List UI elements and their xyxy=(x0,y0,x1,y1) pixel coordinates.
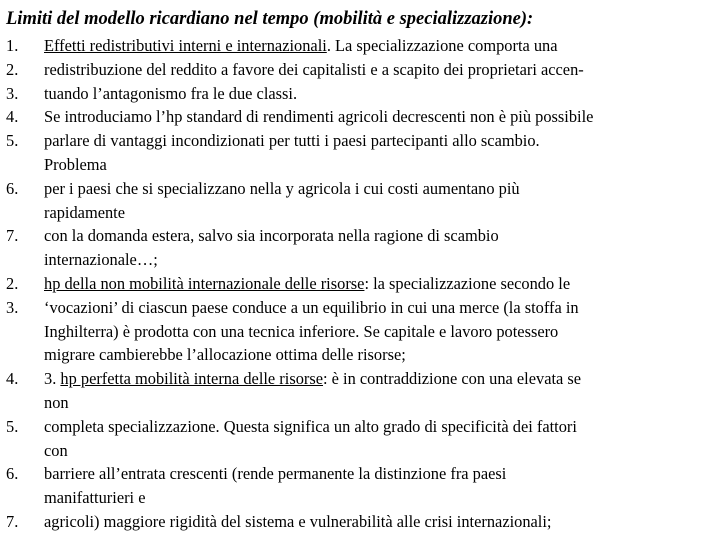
text-line xyxy=(0,201,720,225)
line-number: 7. xyxy=(6,512,19,531)
line-text xyxy=(44,391,69,415)
text-fragment: agricoli) maggiore rigidità del sistema e vulnerabilità alle crisi internazionali; xyxy=(44,512,552,531)
text-fragment: con la domanda estera, salvo sia incorporata nella ragione di scambio xyxy=(44,226,499,246)
line-number: 5. xyxy=(6,131,19,151)
text-line xyxy=(0,82,720,106)
line-text xyxy=(44,415,577,439)
line-text xyxy=(44,201,125,225)
text-fragment: manifatturieri e xyxy=(44,488,146,508)
text-line xyxy=(0,248,720,272)
text-line xyxy=(0,415,720,439)
text-line xyxy=(0,486,720,510)
line-text xyxy=(44,34,558,58)
text-fragment: Problema xyxy=(44,155,107,174)
text-line xyxy=(0,367,720,391)
text-fragment: non xyxy=(44,393,69,412)
line-text xyxy=(44,58,584,82)
line-text xyxy=(44,367,581,391)
line-number: 7. xyxy=(6,226,19,246)
text-line xyxy=(0,153,720,177)
line-number: 6. xyxy=(6,178,19,198)
line-number: 2. xyxy=(6,274,19,293)
line-number: 2. xyxy=(6,59,19,79)
line-number: 5. xyxy=(6,416,19,436)
line-text xyxy=(44,486,145,510)
line-text xyxy=(44,272,570,296)
text-line xyxy=(0,58,720,82)
line-text xyxy=(44,177,520,201)
line-text xyxy=(44,105,593,129)
line-text xyxy=(44,320,558,344)
line-text xyxy=(44,462,506,486)
text-fragment: barriere all’entrata crescenti (rende permanente la distinzione fra paesi xyxy=(44,464,507,484)
text-fragment: completa specializzazione. Questa significa un alto grado di specificità dei fattori xyxy=(44,416,577,436)
text-fragment: : è in contraddizione con una elevata se xyxy=(323,369,582,389)
line-number: 3. xyxy=(6,83,19,103)
text-line xyxy=(0,272,720,296)
text-fragment: con xyxy=(44,440,68,460)
text-fragment: ‘vocazioni’ di ciascun paese conduce a un equilibrio in cui una merce (la stoffa in xyxy=(44,297,579,317)
text-line xyxy=(0,439,720,463)
text-fragment: Se introduciamo l’hp standard di rendimenti agricoli decrescenti non è più possibile xyxy=(44,107,594,127)
line-text xyxy=(44,296,579,320)
text-line xyxy=(0,343,720,367)
underlined-text: hp perfetta mobilità interna delle risorse xyxy=(60,369,324,389)
text-fragment: per i paesi che si specializzano nella y agricola i cui costi aumentano più xyxy=(44,178,520,198)
text-fragment: tuando l’antagonismo fra le due classi. xyxy=(44,83,298,103)
line-text xyxy=(44,510,551,534)
text-line xyxy=(0,391,720,415)
text-line xyxy=(0,129,720,153)
text-fragment: internazionale…; xyxy=(44,250,158,270)
text-line xyxy=(0,177,720,201)
line-number: 4. xyxy=(6,107,19,127)
underlined-text: hp della non mobilità internazionale delle risorse xyxy=(44,274,365,293)
text-line xyxy=(0,320,720,344)
line-text xyxy=(44,82,297,106)
text-fragment: : la specializzazione secondo le xyxy=(364,274,571,293)
text-line xyxy=(0,224,720,248)
text-fragment: Inghilterra) è prodotta con una tecnica inferiore. Se capitale e lavoro potessero xyxy=(44,321,559,341)
line-text xyxy=(44,343,406,367)
text-line xyxy=(0,462,720,486)
line-number: 6. xyxy=(6,464,19,484)
text-line xyxy=(0,105,720,129)
line-text xyxy=(44,439,68,463)
text-line xyxy=(0,34,720,58)
line-text xyxy=(44,248,158,272)
text-fragment: . La specializzazione comporta una xyxy=(326,36,558,55)
text-fragment: 3. xyxy=(44,369,61,389)
text-fragment: redistribuzione del reddito a favore dei capitalisti e a scapito dei proprietari accen- xyxy=(44,59,584,79)
text-fragment: rapidamente xyxy=(44,202,126,222)
line-number: 3. xyxy=(6,297,19,317)
line-number: 4. xyxy=(6,369,19,389)
line-text xyxy=(44,224,499,248)
text-fragment: migrare cambierebbe l’allocazione ottima delle risorse; xyxy=(44,345,406,365)
slide-title: Limiti del modello ricardiano nel tempo (mobilità e specializzazione): xyxy=(6,9,534,29)
line-number: 1. xyxy=(6,36,19,55)
line-text xyxy=(44,153,107,177)
underlined-text: Effetti redistributivi interni e internazionali xyxy=(44,36,327,55)
text-fragment: parlare di vantaggi incondizionati per tutti i paesi partecipanti allo scambio. xyxy=(44,131,540,151)
text-line xyxy=(0,296,720,320)
line-text xyxy=(44,129,540,153)
text-line xyxy=(0,510,720,534)
